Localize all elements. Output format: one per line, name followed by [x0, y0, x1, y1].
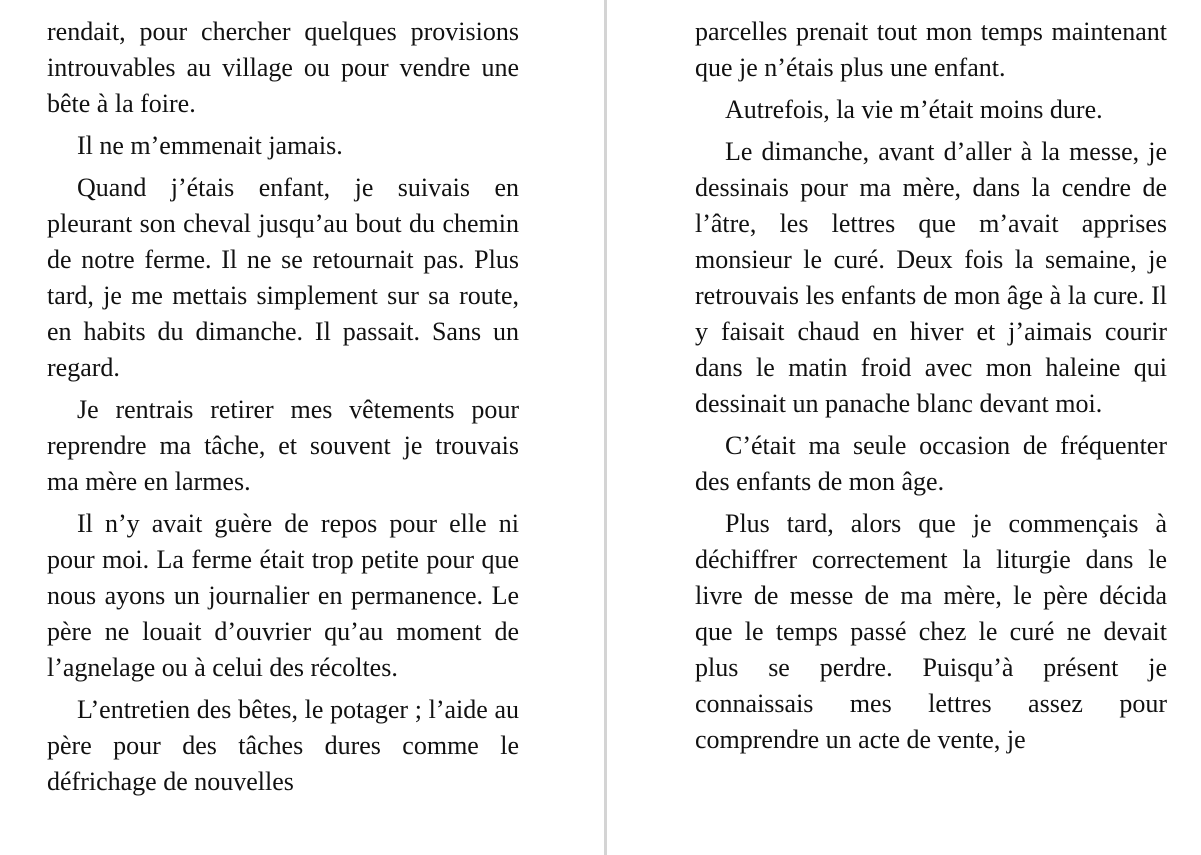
paragraph: C’était ma seule occasion de fréquenter des enfants de mon âge.	[695, 431, 1167, 496]
paragraph: Quand j’étais enfant, je suivais en pleurant son cheval jusqu’au bout du chemin de notre ferme. Il ne se retournait pas. Plus tard, je me mettais simplement sur sa route, en habits du dimanche. Il passait. Sans un regard.	[47, 173, 519, 382]
paragraph: Il ne m’emmenait jamais.	[77, 131, 343, 160]
paragraph: Il n’y avait guère de repos pour elle ni pour moi. La ferme était trop petite pour que nous ayons un journalier en permanence. Le père ne louait d’ouvrier qu’au moment de l’agnelage ou à celui des récoltes.	[47, 509, 519, 682]
paragraph: rendait, pour chercher quelques provisions introuvables au village ou pour vendre une bête à la foire.	[47, 17, 519, 118]
paragraph: parcelles prenait tout mon temps maintenant que je n’étais plus une enfant.	[695, 17, 1167, 82]
right-page	[607, 0, 1201, 855]
paragraph: Je rentrais retirer mes vêtements pour reprendre ma tâche, et souvent je trouvais ma mère en larmes.	[47, 395, 519, 496]
left-page-text	[47, 14, 519, 806]
paragraph: L’entretien des bêtes, le potager ; l’aide au père pour des tâches dures comme le défrichage de nouvelles	[47, 695, 519, 796]
right-page-text	[695, 14, 1167, 764]
paragraph: Le dimanche, avant d’aller à la messe, je dessinais pour ma mère, dans la cendre de l’âtre, les lettres que m’avait apprises monsieur le curé. Deux fois la semaine, je retrouvais les enfants de mon âge à la cure. Il y faisait chaud en hiver et j’aimais courir dans le matin froid avec mon haleine qui dessinait un panache blanc devant moi.	[695, 137, 1167, 418]
paragraph: Plus tard, alors que je commençais à déchiffrer correctement la liturgie dans le livre de messe de ma mère, le père décida que le temps passé chez le curé ne devait plus se perdre. Puisqu’à présent je connaissais mes lettres assez pour comprendre un acte de vente, je	[695, 509, 1167, 754]
paragraph: Autrefois, la vie m’était moins dure.	[725, 95, 1103, 124]
